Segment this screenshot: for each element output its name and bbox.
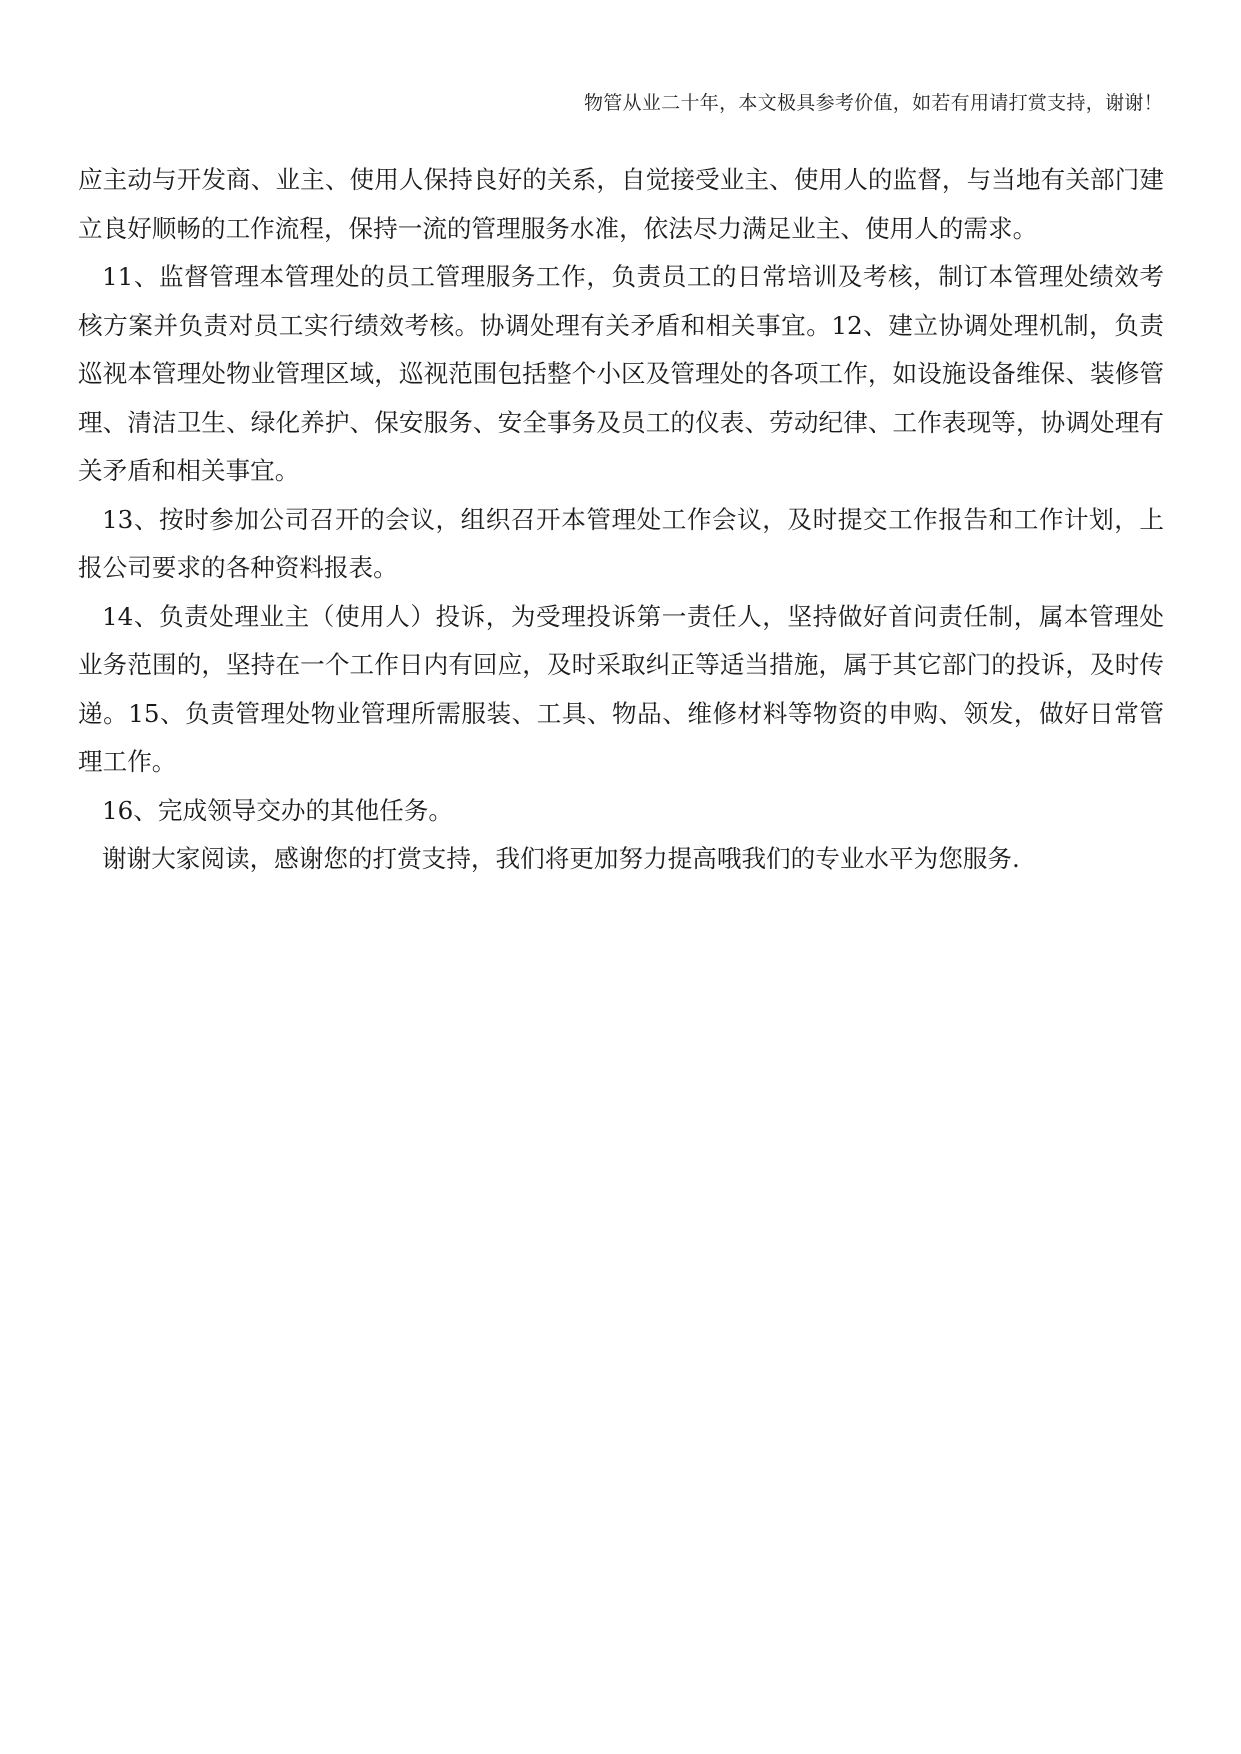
paragraph-item-16: 16、完成领导交办的其他任务。: [102, 795, 454, 825]
paragraph-item-11-12: 11、监督管理本管理处的员工管理服务工作，负责员工的日常培训及考核，制订本管理处绩效考核方案并负责对员工实行绩效考核。协调处理有关矛盾和相关事宜。12、建立协调处理机制，负责巡视本管理处物业管理区域，巡视范围包括整个小区及管理处的各项工作，如设施设备维保、装修管理、清洁卫生、绿化养护、保安服务、安全事务及员工的仪表、劳动纪律、工作表现等，协调处理有关矛盾和相关事宜。: [78, 262, 1164, 485]
paragraph-intro: 应主动与开发商、业主、使用人保持良好的关系，自觉接受业主、使用人的监督，与当地有关部门建立良好顺畅的工作流程，保持一流的管理服务水准，依法尽力满足业主、使用人的需求。: [78, 165, 1164, 243]
paragraph-item-13: 13、按时参加公司召开的会议，组织召开本管理处工作会议，及时提交工作报告和工作计划，上报公司要求的各种资料报表。: [78, 504, 1164, 582]
paragraph-thanks: 谢谢大家阅读，感谢您的打赏支持，我们将更加努力提高哦我们的专业水平为您服务.: [102, 844, 1020, 873]
paragraph-item-14-15: 14、负责处理业主（使用人）投诉，为受理投诉第一责任人，坚持做好首问责任制，属本管理处业务范围的，坚持在一个工作日内有回应，及时采取纠正等适当措施，属于其它部门的投诉，及时传递。15、负责管理处物业管理所需服装、工具、物品、维修材料等物资的申购、领发，做好日常管理工作。: [78, 601, 1164, 776]
header-note: 物管从业二十年，本文极具参考价值，如若有用请打赏支持，谢谢！: [583, 92, 1163, 114]
document-body: [78, 156, 1164, 884]
